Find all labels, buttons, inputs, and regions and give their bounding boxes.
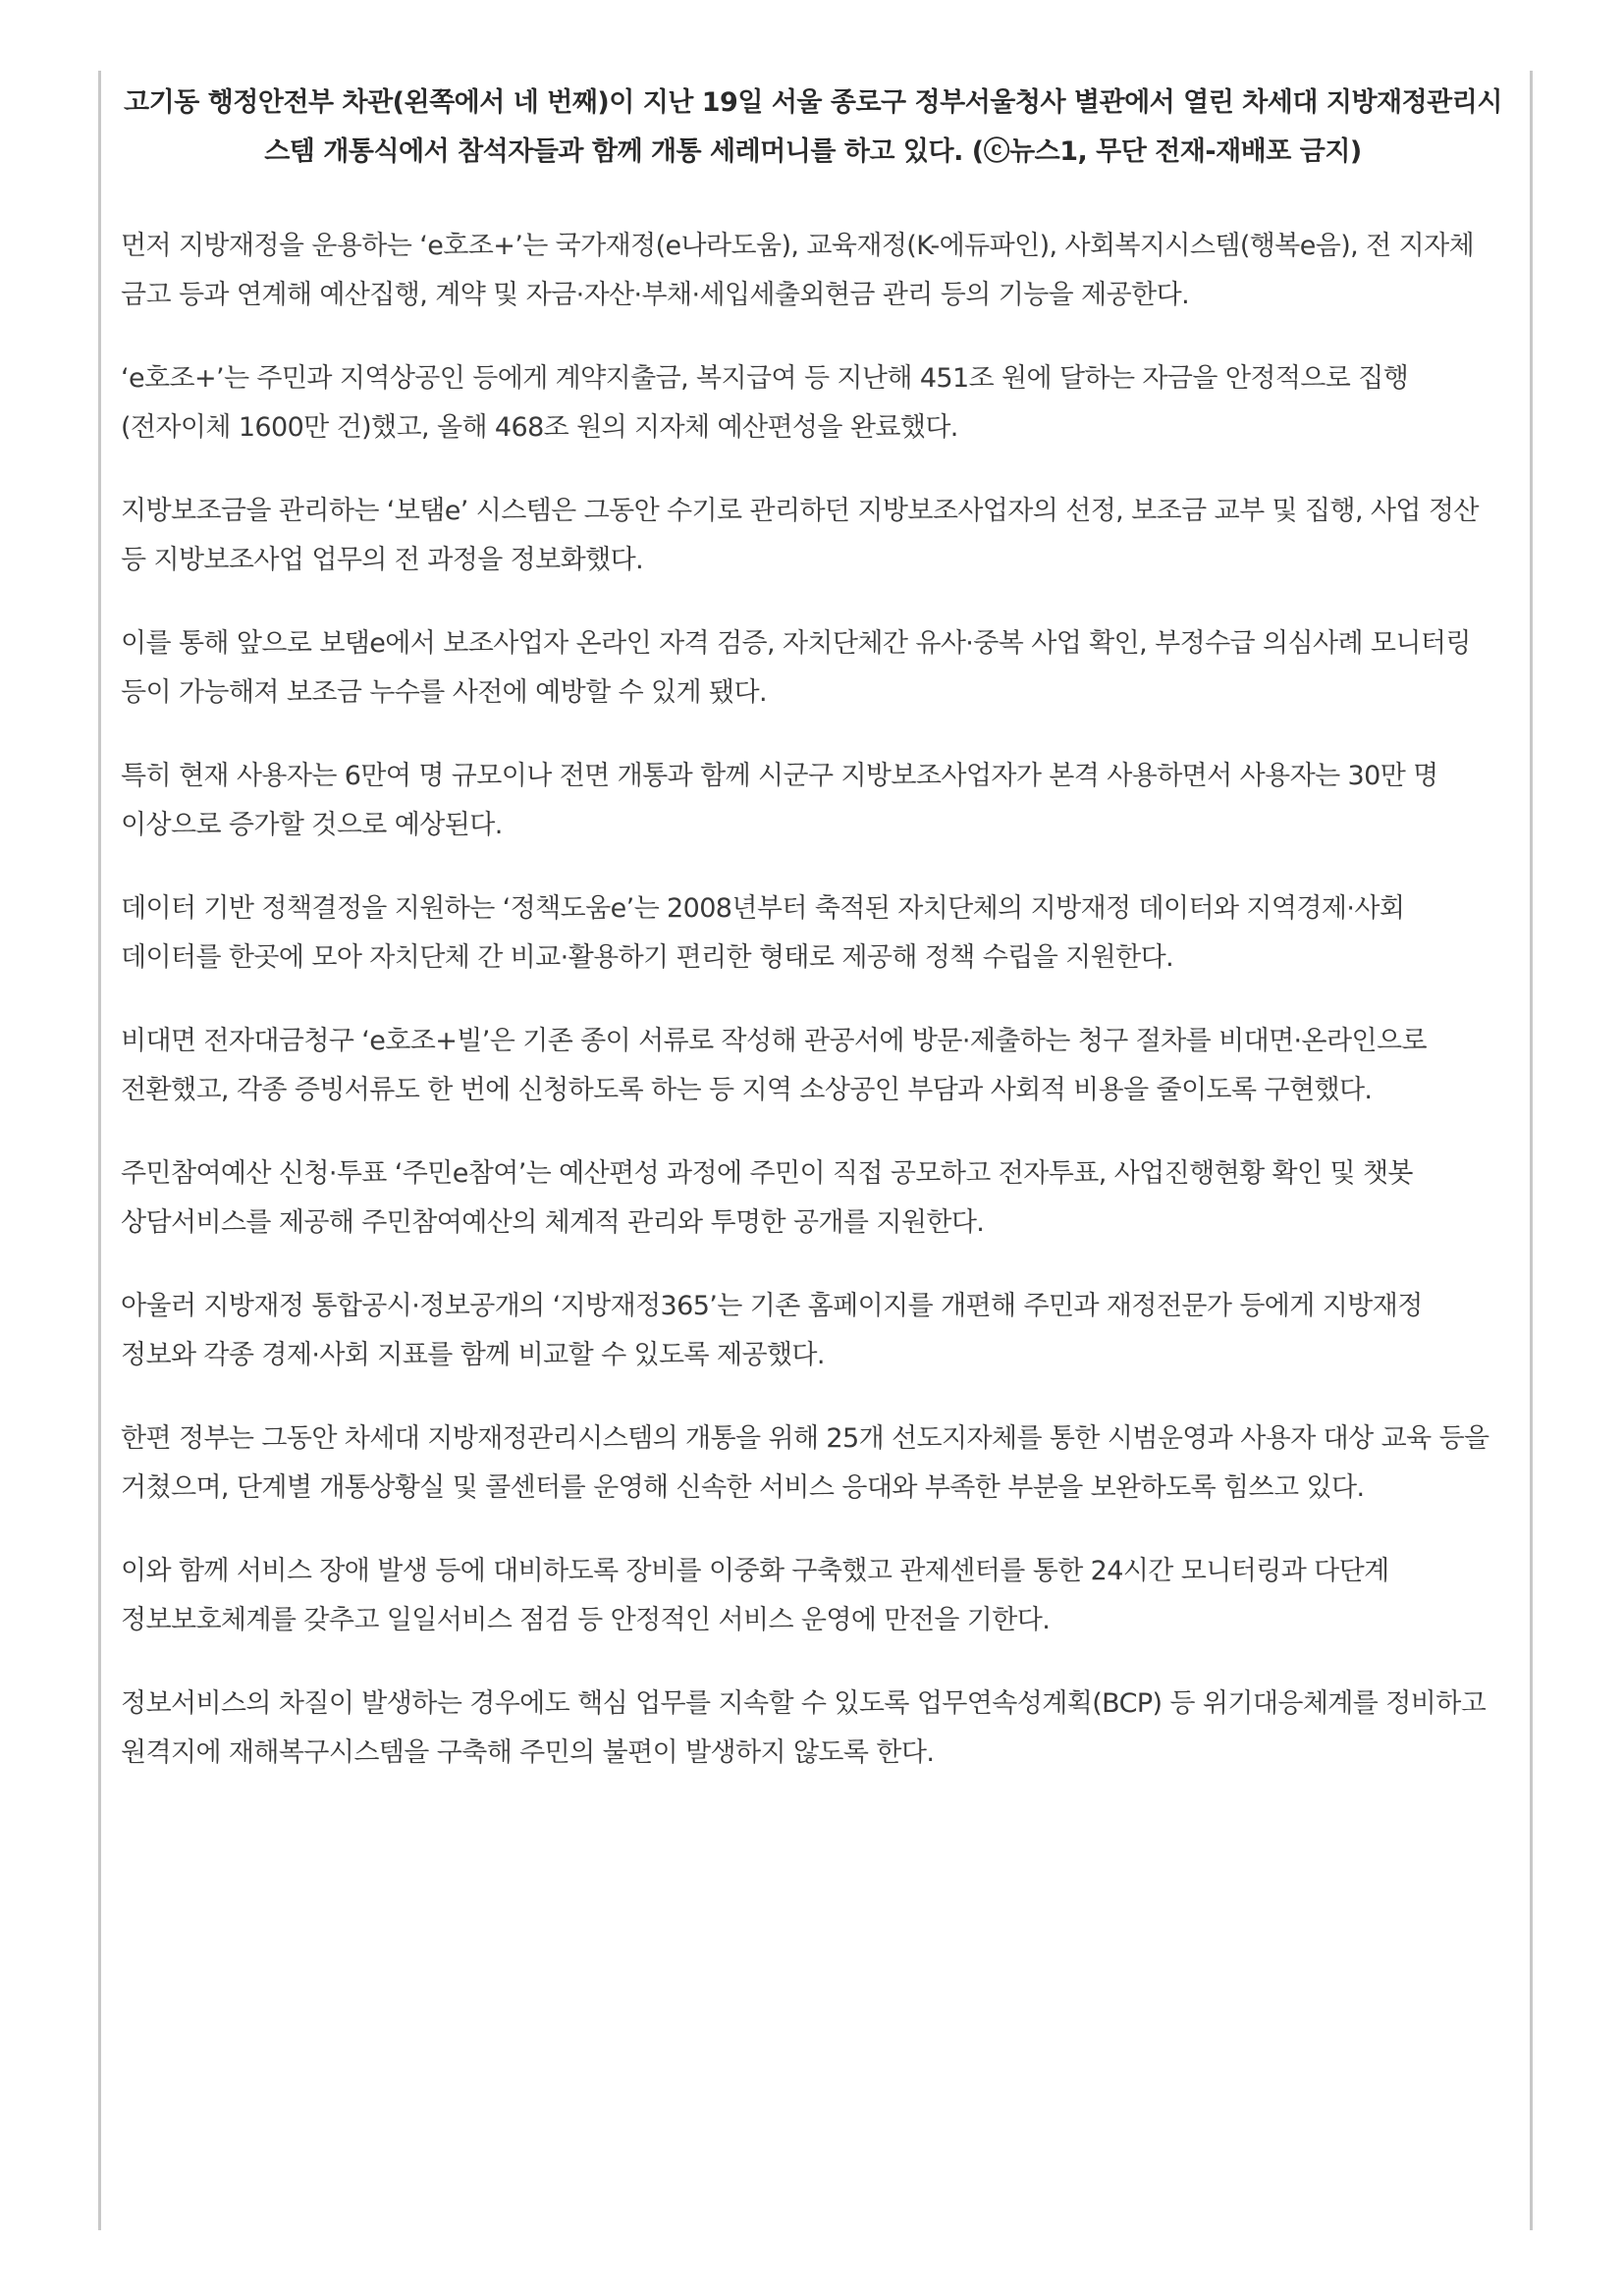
paragraph-ehojo-execution: ‘e호조+’는 주민과 지역상공인 등에게 계약지출금, 복지급여 등 지난해 451조 원에 달하는 자금을 안정적으로 집행(전자이체 1600만 건)했고, 올해 468조 원의 지자체 예산편성을 완료했다. [121, 363, 1409, 443]
right-border-line [1530, 71, 1533, 2230]
left-border-line [98, 71, 101, 2230]
paragraph-pilot-operation: 한편 정부는 그동안 차세대 지방재정관리시스템의 개통을 위해 25개 선도지자체를 통한 시범운영과 사용자 대상 교육 등을 거쳤으며, 단계별 개통상황실 및 콜센터를 운영해 신속한 서비스 응대와 부족한 부분을 보완하도록 힘쓰고 있다. [121, 1423, 1489, 1503]
paragraph-user-growth: 특히 현재 사용자는 6만여 명 규모이나 전면 개통과 함께 시군구 지방보조사업자가 본격 사용하면서 사용자는 30만 명 이상으로 증가할 것으로 예상된다. [121, 761, 1438, 840]
photo-caption: 고기동 행정안전부 차관(왼쪽에서 네 번째)이 지난 19일 서울 종로구 정부서울청사 별관에서 열린 차세대 지방재정관리시스템 개통식에서 참석자들과 함께 개통 세레머니를 하고 있다. (ⓒ뉴스1, 무단 전재-재배포 금지) [124, 87, 1502, 167]
paragraph-policy-help-e: 데이터 기반 정책결정을 지원하는 ‘정책도움e’는 2008년부터 축적된 자치단체의 지방재정 데이터와 지역경제·사회 데이터를 한곳에 모아 자치단체 간 비교·활용하기 편리한 형태로 제공해 정책 수립을 지원한다. [121, 893, 1405, 973]
paragraph-botem-e-benefits: 이를 통해 앞으로 보탬e에서 보조사업자 온라인 자격 검증, 자치단체간 유사·중복 사업 확인, 부정수급 의심사례 모니터링 등이 가능해져 보조금 누수를 사전에 예방할 수 있게 됐다. [121, 628, 1471, 708]
paragraph-redundancy: 이와 함께 서비스 장애 발생 등에 대비하도록 장비를 이중화 구축했고 관제센터를 통한 24시간 모니터링과 다단계 정보보호체계를 갖추고 일일서비스 점검 등 안정적인 서비스 운영에 만전을 기한다. [121, 1556, 1389, 1635]
paragraph-bcp: 정보서비스의 차질이 발생하는 경우에도 핵심 업무를 지속할 수 있도록 업무연속성계획(BCP) 등 위기대응체계를 정비하고 원격지에 재해복구시스템을 구축해 주민의 불편이 발생하지 않도록 한다. [121, 1688, 1487, 1768]
paragraph-resident-participation: 주민참여예산 신청·투표 ‘주민e참여’는 예산편성 과정에 주민이 직접 공모하고 전자투표, 사업진행현황 확인 및 챗봇 상담서비스를 제공해 주민참여예산의 체계적 관리와 투명한 공개를 지원한다. [121, 1158, 1413, 1238]
article-body [121, 79, 1505, 1812]
paragraph-local-finance-365: 아울러 지방재정 통합공시·정보공개의 ‘지방재정365’는 기존 홈페이지를 개편해 주민과 재정전문가 등에게 지방재정 정보와 각종 경제·사회 지표를 함께 비교할 수 있도록 제공했다. [121, 1291, 1423, 1370]
paragraph-botem-e: 지방보조금을 관리하는 ‘보탬e’ 시스템은 그동안 수기로 관리하던 지방보조사업자의 선정, 보조금 교부 및 집행, 사업 정산 등 지방보조사업 업무의 전 과정을 정보화했다. [121, 496, 1479, 575]
paragraph-ehojo-plus: 먼저 지방재정을 운용하는 ‘e호조+’는 국가재정(e나라도움), 교육재정(K-에듀파인), 사회복지시스템(행복e음), 전 지자체 금고 등과 연계해 예산집행, 계약 및 자금·자산·부채·세입세출외현금 관리 등의 기능을 제공한다. [121, 231, 1475, 310]
paragraph-ehojo-bill: 비대면 전자대금청구 ‘e호조+빌’은 기존 종이 서류로 작성해 관공서에 방문·제출하는 청구 절차를 비대면·온라인으로 전환했고, 각종 증빙서류도 한 번에 신청하도록 하는 등 지역 소상공인 부담과 사회적 비용을 줄이도록 구현했다. [121, 1026, 1427, 1105]
